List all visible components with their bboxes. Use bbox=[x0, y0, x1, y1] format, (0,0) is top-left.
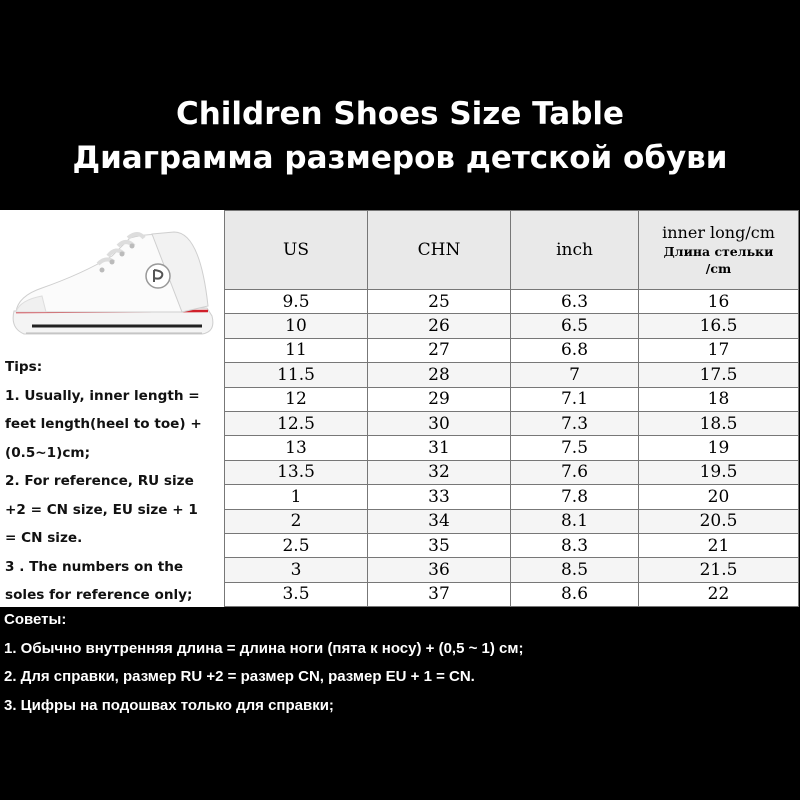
cell-inch: 7.3 bbox=[511, 411, 639, 435]
tips-ru-line: 3. Цифры на подошвах только для справки; bbox=[4, 696, 334, 714]
cell-inner-length: 20 bbox=[639, 485, 799, 509]
table-row bbox=[225, 411, 799, 435]
cell-inner-length: 20.5 bbox=[639, 509, 799, 533]
header-inner-length bbox=[639, 211, 799, 290]
cell-inch: 7 bbox=[511, 363, 639, 387]
tips-ru-line: 1. Обычно внутренняя длина = длина ноги (пята к носу) + (0,5 ~ 1) см; bbox=[4, 639, 524, 657]
page-title-russian: Диаграмма размеров детской обуви bbox=[72, 140, 728, 176]
tips-english bbox=[5, 353, 222, 610]
header-chn: CHN bbox=[368, 211, 511, 290]
cell-chn: 36 bbox=[368, 558, 511, 582]
cell-inner-length: 18.5 bbox=[639, 411, 799, 435]
tips-line: feet length(heel to toe) + bbox=[5, 416, 202, 432]
cell-chn: 32 bbox=[368, 460, 511, 484]
table-row bbox=[225, 387, 799, 411]
cell-inner-length: 16.5 bbox=[639, 314, 799, 338]
tips-line: = CN size. bbox=[5, 530, 83, 546]
cell-chn: 27 bbox=[368, 338, 511, 362]
cell-chn: 30 bbox=[368, 411, 511, 435]
cell-inch: 7.8 bbox=[511, 485, 639, 509]
cell-inner-length: 22 bbox=[639, 582, 799, 606]
cell-inner-length: 16 bbox=[639, 290, 799, 314]
cell-us: 12.5 bbox=[225, 411, 368, 435]
header-inner-main: inner long/cm bbox=[662, 223, 775, 242]
cell-chn: 34 bbox=[368, 509, 511, 533]
cell-inch: 6.5 bbox=[511, 314, 639, 338]
cell-us: 12 bbox=[225, 387, 368, 411]
table-row bbox=[225, 314, 799, 338]
cell-inch: 6.3 bbox=[511, 290, 639, 314]
tips-russian bbox=[4, 606, 523, 720]
table-header-row bbox=[225, 211, 799, 290]
cell-us: 10 bbox=[225, 314, 368, 338]
table-row bbox=[225, 485, 799, 509]
tips-ru-line: 2. Для справки, размер RU +2 = размер CN, размер EU + 1 = CN. bbox=[4, 668, 475, 685]
table-row bbox=[225, 558, 799, 582]
cell-inner-length: 18 bbox=[639, 387, 799, 411]
cell-inch: 8.3 bbox=[511, 533, 639, 557]
table-row bbox=[225, 290, 799, 314]
left-panel bbox=[0, 210, 224, 607]
cell-inch: 7.1 bbox=[511, 387, 639, 411]
header-us: US bbox=[225, 211, 368, 290]
cell-inner-length: 21 bbox=[639, 533, 799, 557]
cell-us: 1 bbox=[225, 485, 368, 509]
cell-inch: 8.6 bbox=[511, 582, 639, 606]
cell-us: 2.5 bbox=[225, 533, 368, 557]
tips-line: (0.5~1)cm; bbox=[5, 444, 91, 461]
table-row bbox=[225, 363, 799, 387]
cell-us: 9.5 bbox=[225, 290, 368, 314]
cell-us: 13.5 bbox=[225, 460, 368, 484]
cell-us: 2 bbox=[225, 509, 368, 533]
tips-line: 1. Usually, inner length = bbox=[5, 387, 200, 404]
cell-us: 11 bbox=[225, 338, 368, 362]
cell-chn: 33 bbox=[368, 485, 511, 509]
tips-line: 2. For reference, RU size bbox=[5, 473, 194, 489]
tips-line: 3 . The numbers on the bbox=[5, 558, 184, 575]
tips-ru-line: Советы: bbox=[4, 611, 67, 628]
cell-inch: 8.5 bbox=[511, 558, 639, 582]
cell-inch: 7.5 bbox=[511, 436, 639, 460]
cell-chn: 25 bbox=[368, 290, 511, 314]
cell-us: 3.5 bbox=[225, 582, 368, 606]
cell-chn: 37 bbox=[368, 582, 511, 606]
table-row bbox=[225, 460, 799, 484]
cell-inner-length: 19.5 bbox=[639, 460, 799, 484]
cell-inch: 7.6 bbox=[511, 460, 639, 484]
table-row bbox=[225, 533, 799, 557]
cell-inner-length: 17 bbox=[639, 338, 799, 362]
cell-chn: 26 bbox=[368, 314, 511, 338]
cell-chn: 28 bbox=[368, 363, 511, 387]
table-row bbox=[225, 582, 799, 606]
cell-us: 11.5 bbox=[225, 363, 368, 387]
cell-inner-length: 21.5 bbox=[639, 558, 799, 582]
shoe-image bbox=[2, 216, 222, 356]
cell-inch: 6.8 bbox=[511, 338, 639, 362]
tips-line: Tips: bbox=[5, 359, 43, 375]
cell-inner-length: 17.5 bbox=[639, 363, 799, 387]
cell-inner-length: 19 bbox=[639, 436, 799, 460]
cell-chn: 31 bbox=[368, 436, 511, 460]
tips-line: +2 = CN size, EU size + 1 bbox=[5, 501, 198, 518]
cell-chn: 35 bbox=[368, 533, 511, 557]
cell-us: 13 bbox=[225, 436, 368, 460]
cell-inch: 8.1 bbox=[511, 509, 639, 533]
header-inner-sub: Длина стельки bbox=[663, 244, 774, 259]
table-row bbox=[225, 436, 799, 460]
table-row bbox=[225, 338, 799, 362]
tips-line: soles for reference only; bbox=[5, 587, 193, 603]
size-table bbox=[224, 210, 799, 607]
table-row bbox=[225, 509, 799, 533]
cell-us: 3 bbox=[225, 558, 368, 582]
cell-chn: 29 bbox=[368, 387, 511, 411]
header-inch: inch bbox=[511, 211, 639, 290]
header-inner-unit: /cm bbox=[705, 261, 732, 276]
page-title-english: Children Shoes Size Table bbox=[175, 96, 625, 132]
